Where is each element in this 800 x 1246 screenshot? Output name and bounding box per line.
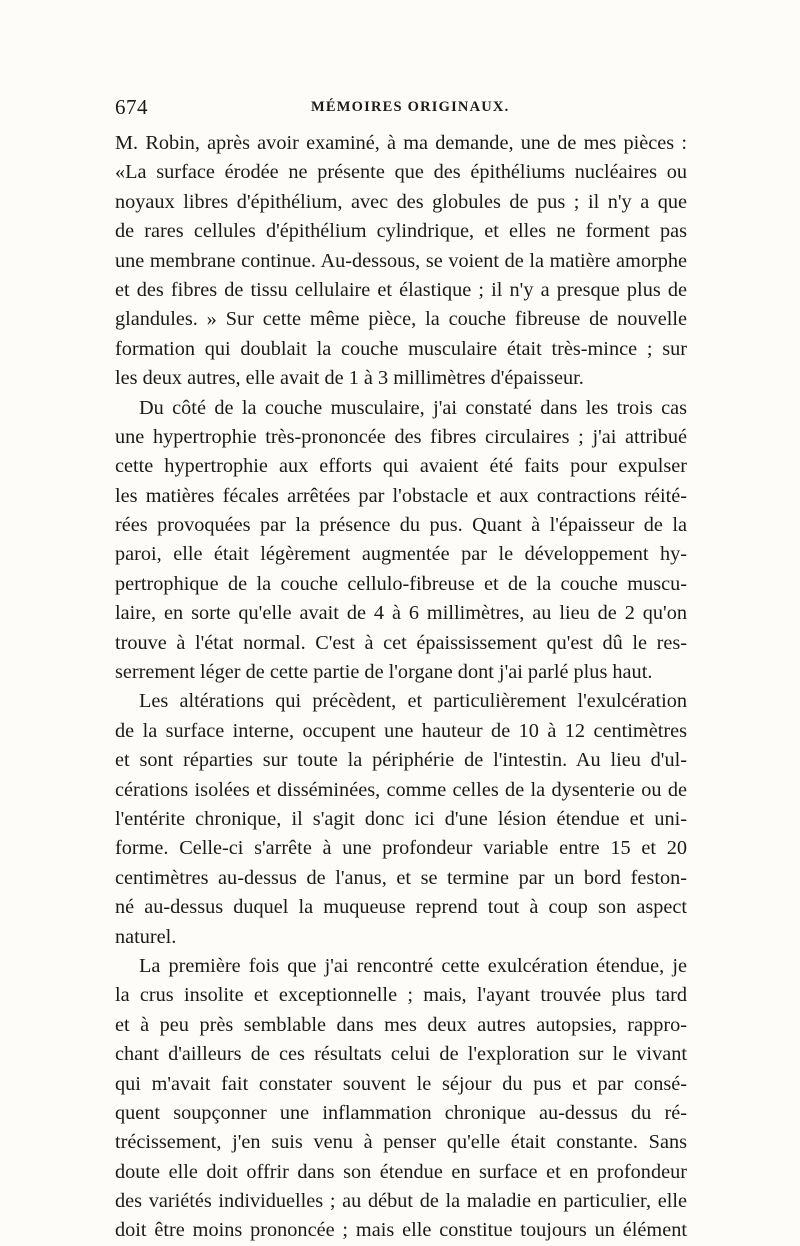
text-line: de la surface interne, occupent une hauteur de 10 à 12 centimètres [115,719,687,742]
text-line: trouve à l'état normal. C'est à cet épaississement qu'est dû le res- [115,631,687,654]
text-line: forme. Celle-ci s'arrête à une profondeur variable entre 15 et 20 [115,837,687,860]
text-line: la crus insolite et exceptionnelle ; mais, l'ayant trouvée plus tard [115,984,687,1007]
text-line: chant d'ailleurs de ces résultats celui de l'exploration sur le vivant [115,1043,687,1066]
text-line: de rares cellules d'épithélium cylindrique, et elles ne forment pas [115,220,687,243]
text-line: doit être moins prononcée ; mais elle constitue toujours un élément [115,1219,687,1242]
text-line: trécissement, j'en suis venu à penser qu'elle était constante. Sans [115,1131,687,1154]
body-text [115,129,687,1246]
text-line: centimètres au-dessus de l'anus, et se termine par un bord feston- [115,866,687,889]
book-page [115,95,687,1246]
text-line: laire, en sorte qu'elle avait de 4 à 6 millimètres, au lieu de 2 qu'on [115,602,687,625]
text-line: qui m'avait fait constater souvent le séjour du pus et par consé- [115,1072,687,1095]
running-title: MÉMOIRES ORIGINAUX. [311,99,510,115]
text-line: formation qui doublait la couche musculaire était très-mince ; sur [115,337,687,360]
text-line: serrement léger de cette partie de l'organe dont j'ai parlé plus haut. [115,661,653,684]
text-line: La première fois que j'ai rencontré cette exulcération étendue, je [139,954,687,977]
text-line: glandules. » Sur cette même pièce, la couche fibreuse de nouvelle [115,308,687,331]
text-line: naturel. [115,925,177,948]
text-line: et des fibres de tissu cellulaire et élastique ; il n'y a presque plus de [115,278,687,301]
text-line: l'entérite chronique, il s'agit donc ici d'une lésion étendue et uni- [115,807,687,830]
running-head [115,95,687,129]
text-line: Les altérations qui précèdent, et particulièrement l'exulcération [139,690,687,713]
text-line: M. Robin, après avoir examiné, à ma demande, une de mes pièces : [115,132,687,154]
text-line: «La surface érodée ne présente que des épithéliums nucléaires ou [115,161,687,184]
text-line: les matières fécales arrêtées par l'obstacle et aux contractions réité- [115,484,687,507]
text-line: et à peu près semblable dans mes deux autres autopsies, rappro- [115,1013,687,1036]
text-line: et sont réparties sur toute la périphérie de l'intestin. Au lieu d'ul- [115,749,687,772]
text-line: noyaux libres d'épithélium, avec des globules de pus ; il n'y a que [115,190,687,213]
page-number: 674 [115,95,148,119]
text-line: pertrophique de la couche cellulo-fibreuse et de la couche muscu- [115,572,687,595]
text-line: Du côté de la couche musculaire, j'ai constaté dans les trois cas [139,396,687,419]
text-line: né au-dessus duquel la muqueuse reprend tout à coup son aspect [115,896,687,919]
text-line: une membrane continue. Au-dessous, se voient de la matière amorphe [115,249,687,272]
text-line: cérations isolées et disséminées, comme celles de la dysenterie ou de [115,778,687,801]
text-line: quent soupçonner une inflammation chronique au-dessus du ré- [115,1101,687,1124]
text-line: paroi, elle était légèrement augmentée par le développement hy- [115,543,687,566]
text-line: doute elle doit offrir dans son étendue en surface et en profondeur [115,1160,687,1183]
text-line: les deux autres, elle avait de 1 à 3 millimètres d'épaisseur. [115,367,584,390]
text-line: des variétés individuelles ; au début de la maladie en particulier, elle [115,1190,687,1213]
text-line: une hypertrophie très-prononcée des fibres circulaires ; j'ai attribué [115,425,687,448]
text-line: rées provoquées par la présence du pus. Quant à l'épaisseur de la [115,514,687,537]
text-line: cette hypertrophie aux efforts qui avaient été faits pour expulser [115,455,687,478]
